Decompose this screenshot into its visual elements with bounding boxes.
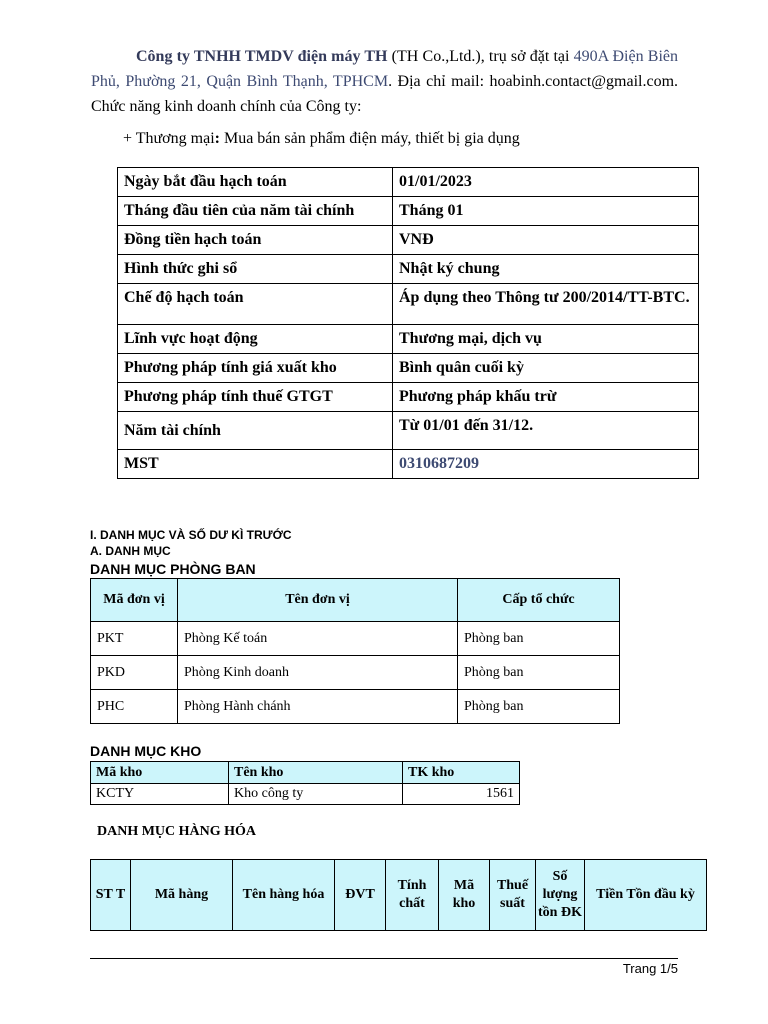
info-label: Phương pháp tính giá xuất kho [118, 354, 393, 383]
warehouse-list-title: DANH MỤC KHO [90, 743, 202, 759]
page-number: Trang 1/5 [622, 961, 678, 976]
column-header: Tên kho [229, 762, 403, 784]
column-header: TK kho [403, 762, 520, 784]
goods-table [90, 859, 707, 931]
column-header: Mã kho [439, 860, 490, 931]
table-cell: PKT [91, 622, 178, 656]
intro-paragraph [91, 44, 678, 119]
trade-colon: : [214, 130, 220, 147]
table-row [118, 383, 699, 412]
goods-list-title: DANH MỤC HÀNG HÓA [97, 824, 257, 839]
info-label: MST [118, 450, 393, 479]
info-value: Nhật ký chung [393, 255, 699, 284]
info-label: Hình thức ghi sổ [118, 255, 393, 284]
column-header: Tên đơn vị [178, 579, 458, 622]
warehouse-table [90, 761, 520, 805]
table-cell: KCTY [91, 784, 229, 805]
dept-list-title: DANH MỤC PHÒNG BAN [90, 561, 256, 577]
column-header: Mã đơn vị [91, 579, 178, 622]
table-cell: Phòng Hành chánh [178, 690, 458, 724]
column-header: ST T [91, 860, 131, 931]
table-cell: Phòng ban [458, 690, 620, 724]
column-header: Tính chất [386, 860, 439, 931]
info-label: Ngày bắt đầu hạch toán [118, 168, 393, 197]
trade-text: Mua bán sản phẩm điện máy, thiết bị gia dụng [219, 130, 520, 147]
info-value: Phương pháp khấu trừ [393, 383, 699, 412]
subsection-title: A. DANH MỤC [90, 544, 171, 558]
info-value: Từ 01/01 đến 31/12. [393, 412, 699, 450]
column-header: Tên hàng hóa [233, 860, 335, 931]
info-value: VNĐ [393, 226, 699, 255]
intro-tail: . Chức năng kinh doanh chính của Công ty: [91, 73, 679, 115]
table-cell: Phòng ban [458, 656, 620, 690]
section-title: I. DANH MỤC VÀ SỐ DƯ KÌ TRƯỚC [90, 528, 292, 542]
company-short: (TH Co.,Ltd.), trụ sở đặt tại [387, 48, 574, 65]
table-cell: Phòng Kinh doanh [178, 656, 458, 690]
trade-prefix: + Thương mại [123, 130, 215, 147]
table-row [118, 197, 699, 226]
trade-line [123, 128, 520, 150]
info-value: Bình quân cuối kỳ [393, 354, 699, 383]
column-header: Số lượng tồn ĐK [536, 860, 585, 931]
info-label: Tháng đầu tiên của năm tài chính [118, 197, 393, 226]
table-row [118, 226, 699, 255]
table-cell: Phòng ban [458, 622, 620, 656]
column-header: Mã kho [91, 762, 229, 784]
table-row [118, 255, 699, 284]
tax-code-value: 0310687209 [393, 450, 699, 479]
info-label: Chế độ hạch toán [118, 284, 393, 325]
table-cell: Kho công ty [229, 784, 403, 805]
table-cell: PKD [91, 656, 178, 690]
table-row [118, 168, 699, 197]
column-header: Tiền Tồn đầu kỳ [585, 860, 707, 931]
table-row [118, 354, 699, 383]
column-header: Mã hàng [131, 860, 233, 931]
info-value: 01/01/2023 [393, 168, 699, 197]
table-cell: 1561 [403, 784, 520, 805]
table-row [118, 450, 699, 479]
table-row [91, 622, 620, 656]
table-row [118, 284, 699, 325]
table-row [91, 656, 620, 690]
info-value: Áp dụng theo Thông tư 200/2014/TT-BTC. [393, 284, 699, 325]
company-email: hoabinh.contact@gmail.com [489, 73, 675, 90]
info-label: Năm tài chính [118, 412, 393, 450]
info-value: Tháng 01 [393, 197, 699, 226]
column-header: Thuế suất [490, 860, 536, 931]
company-address: 490A Điện Biên Phủ, Phường 21, Quận Bình Thạnh, TPHCM [91, 48, 678, 90]
info-label: Lĩnh vực hoạt động [118, 325, 393, 354]
table-row [118, 412, 699, 450]
table-row [91, 690, 620, 724]
accounting-info-table [117, 167, 699, 479]
table-row [118, 325, 699, 354]
mail-label: . Địa chỉ mail: [388, 73, 490, 90]
column-header: Cấp tổ chức [458, 579, 620, 622]
table-header-row [91, 579, 620, 622]
table-row [91, 784, 520, 805]
table-cell: Phòng Kế toán [178, 622, 458, 656]
column-header: ĐVT [335, 860, 386, 931]
department-table [90, 578, 620, 724]
info-label: Đồng tiền hạch toán [118, 226, 393, 255]
table-cell: PHC [91, 690, 178, 724]
info-label: Phương pháp tính thuế GTGT [118, 383, 393, 412]
table-header-row [91, 860, 707, 931]
table-header-row [91, 762, 520, 784]
info-value: Thương mại, dịch vụ [393, 325, 699, 354]
footer-divider [90, 958, 678, 959]
company-name: Công ty TNHH TMDV điện máy TH [136, 48, 388, 65]
